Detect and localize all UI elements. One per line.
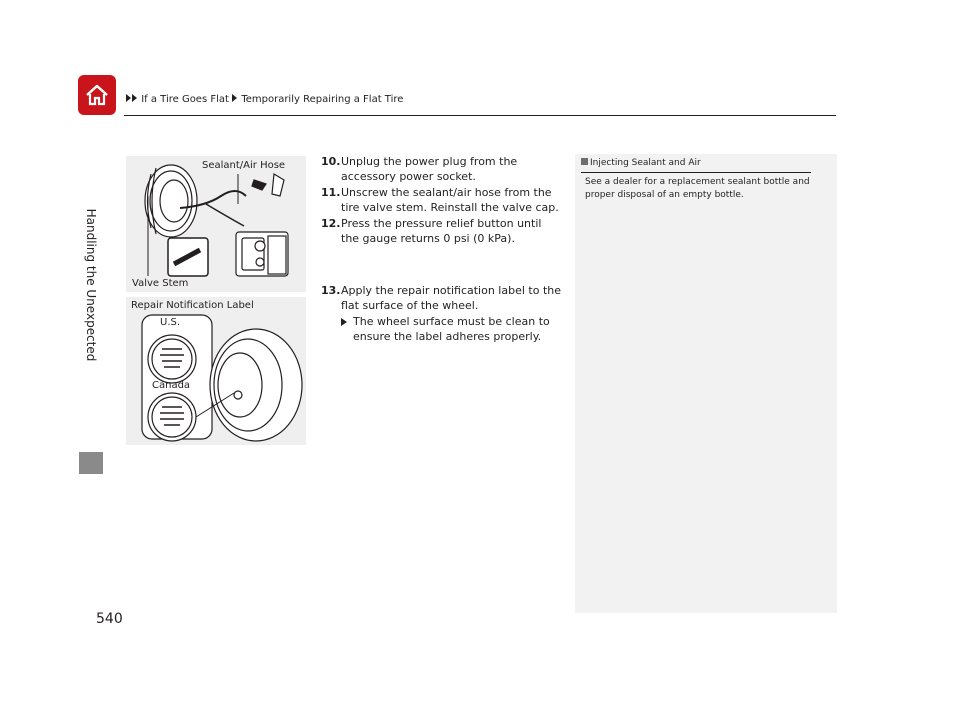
tire-compressor-illustration [126, 156, 306, 292]
note-title [581, 158, 701, 168]
figure-label-valve-stem: Valve Stem [132, 278, 189, 289]
breadcrumb-arrow-icon [126, 94, 131, 102]
breadcrumb-item[interactable]: If a Tire Goes Flat [141, 94, 229, 105]
figure-repair-label [126, 297, 306, 445]
wheel-label-illustration [126, 297, 306, 445]
home-icon [84, 83, 110, 107]
step-text: Apply the repair notification label to the flat surface of the wheel. [341, 284, 561, 312]
header-rule [124, 115, 836, 116]
step-item [321, 154, 561, 184]
sub-arrow-icon [341, 318, 347, 326]
step-sub-text: The wheel surface must be clean to ensure the label adheres properly. [353, 315, 550, 343]
figure-sealant-hose [126, 156, 306, 292]
figure-label-sealant-hose: Sealant/Air Hose [202, 160, 286, 171]
breadcrumb-arrow-icon [132, 94, 137, 102]
step-number: 13. [321, 284, 341, 297]
figure-label-canada: Canada [152, 380, 191, 391]
section-tab-marker[interactable] [79, 452, 103, 474]
step-number: 12. [321, 217, 341, 230]
figure-title-repair-label: Repair Notification Label [131, 300, 254, 311]
step-text: Press the pressure relief button until the gauge returns 0 psi (0 kPa). [341, 217, 542, 245]
page-number: 540 [96, 611, 123, 627]
breadcrumb-item[interactable]: Temporarily Repairing a Flat Tire [241, 94, 404, 105]
note-rule [581, 172, 811, 173]
note-title-text: Injecting Sealant and Air [590, 158, 701, 168]
instruction-steps [321, 154, 561, 344]
note-marker-icon [581, 158, 588, 165]
section-tab-label: Handling the Unexpected [84, 208, 98, 362]
note-body: See a dealer for a replacement sealant bottle and proper disposal of an empty bottle. [585, 177, 810, 200]
breadcrumb [126, 94, 403, 105]
breadcrumb-arrow-icon [232, 94, 237, 102]
step-item [321, 216, 561, 246]
figure-label-us: U.S. [160, 317, 181, 328]
step-number: 11. [321, 186, 341, 199]
step-text: Unscrew the sealant/air hose from the tire valve stem. Reinstall the valve cap. [341, 186, 559, 214]
note-panel [575, 154, 837, 613]
step-text: Unplug the power plug from the accessory power socket. [341, 155, 518, 183]
step-sub-note [321, 314, 561, 344]
step-item [321, 283, 561, 313]
step-number: 10. [321, 155, 341, 168]
step-item [321, 185, 561, 215]
home-button[interactable] [78, 75, 116, 115]
